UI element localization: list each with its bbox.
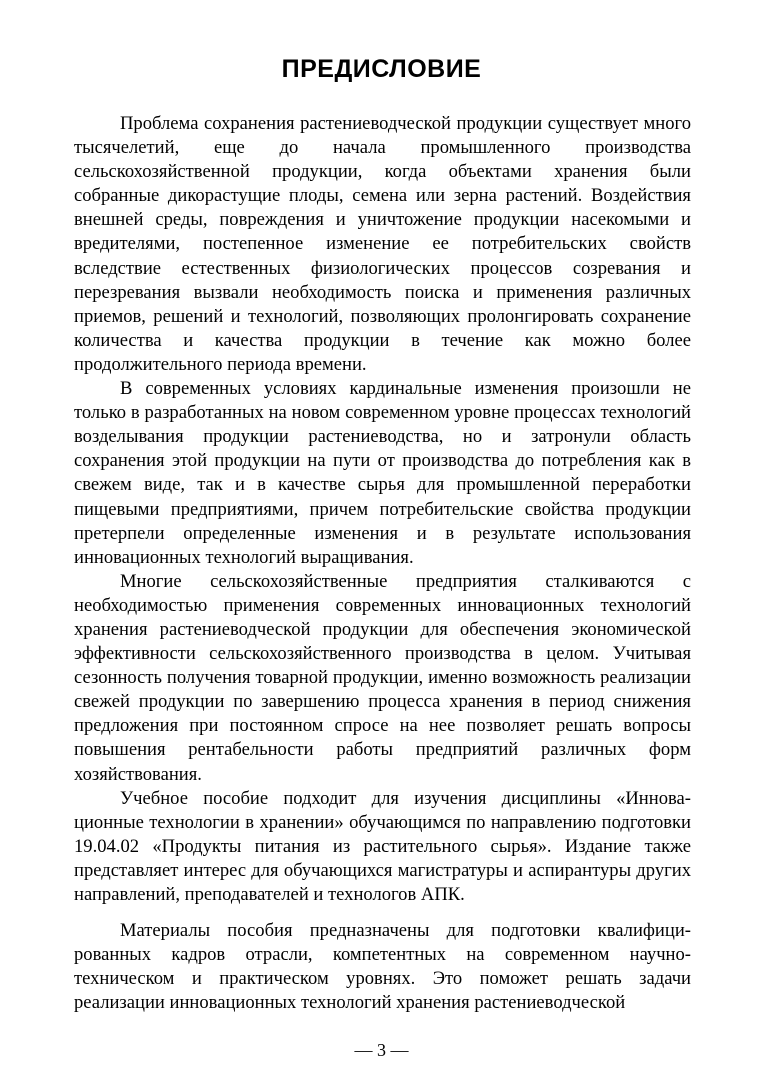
page-title: ПРЕДИСЛОВИЕ [281,55,482,83]
paragraph-1: Проблема сохранения растениеводческой продукции существует много тысячелетий, еще до начала промышленного производства сельскохозяйственной продукции, когда объектами хранения были собранные дикорастущие плоды, семена или зерна растений. Воздействия внешней среды, повреждения и уничтожение продукции насекомыми и вредителями, постепенное изменение ее потребительских свойств вследствие естественных физиологических процессов созревания и перезревания вызвали необходимость поиска и применения различных приемов, решений и технологий, позволяющих пролонгировать сохранение количества и качества продукции в течение как можно более продолжительного периода времени. [74,113,691,375]
body-text [74,112,691,1015]
paragraph-4: Учебное пособие подходит для изучения дисциплины «Инновационные технологии в хранении» обучающимся по направлению подготовки 19.04.02 «Продукты питания из растительного сырья». Издание также представляет интерес для обучающихся магистратуры и аспирантуры других направлений, преподавателей и технологов АПК. [74,787,691,905]
page-number: — 3 — [354,1040,409,1060]
paragraph-3: Многие сельскохозяйственные предприятия сталкиваются с необходимостью применения современных инновационных технологий хранения растениеводческой продукции для обеспечения экономической эффективности сельскохозяйственного производства в целом. Учитывая сезонность получения товарной продукции, именно возможность реализации свежей продукции по завершению процесса хранения в период снижения предложения при постоянном спросе на нее позволяет решать вопросы повышения рентабельности работы предприятий различных форм хозяйствования. [74,570,691,785]
paragraph-5: Материалы пособия предназначены для подготовки квалифицированных кадров отрасли, компетентных на современном научно-техническом и практическом уровнях. Это поможет решать задачи реализации инновационных технологий хранения растениеводческой [74,920,691,1014]
paragraph-2: В современных условиях кардинальные изменения произошли не только в разработанных на новом современном уровне процессах технологий возделывания продукции растениеводства, но и затронули область сохранения этой продукции на пути от производства до потребления как в свежем виде, так и в качестве сырья для промышленной переработки пищевыми предприятиями, причем потребительские свойства продукции претерпели определенные изменения и в результате использования инновационных технологий выращивания. [74,378,691,568]
